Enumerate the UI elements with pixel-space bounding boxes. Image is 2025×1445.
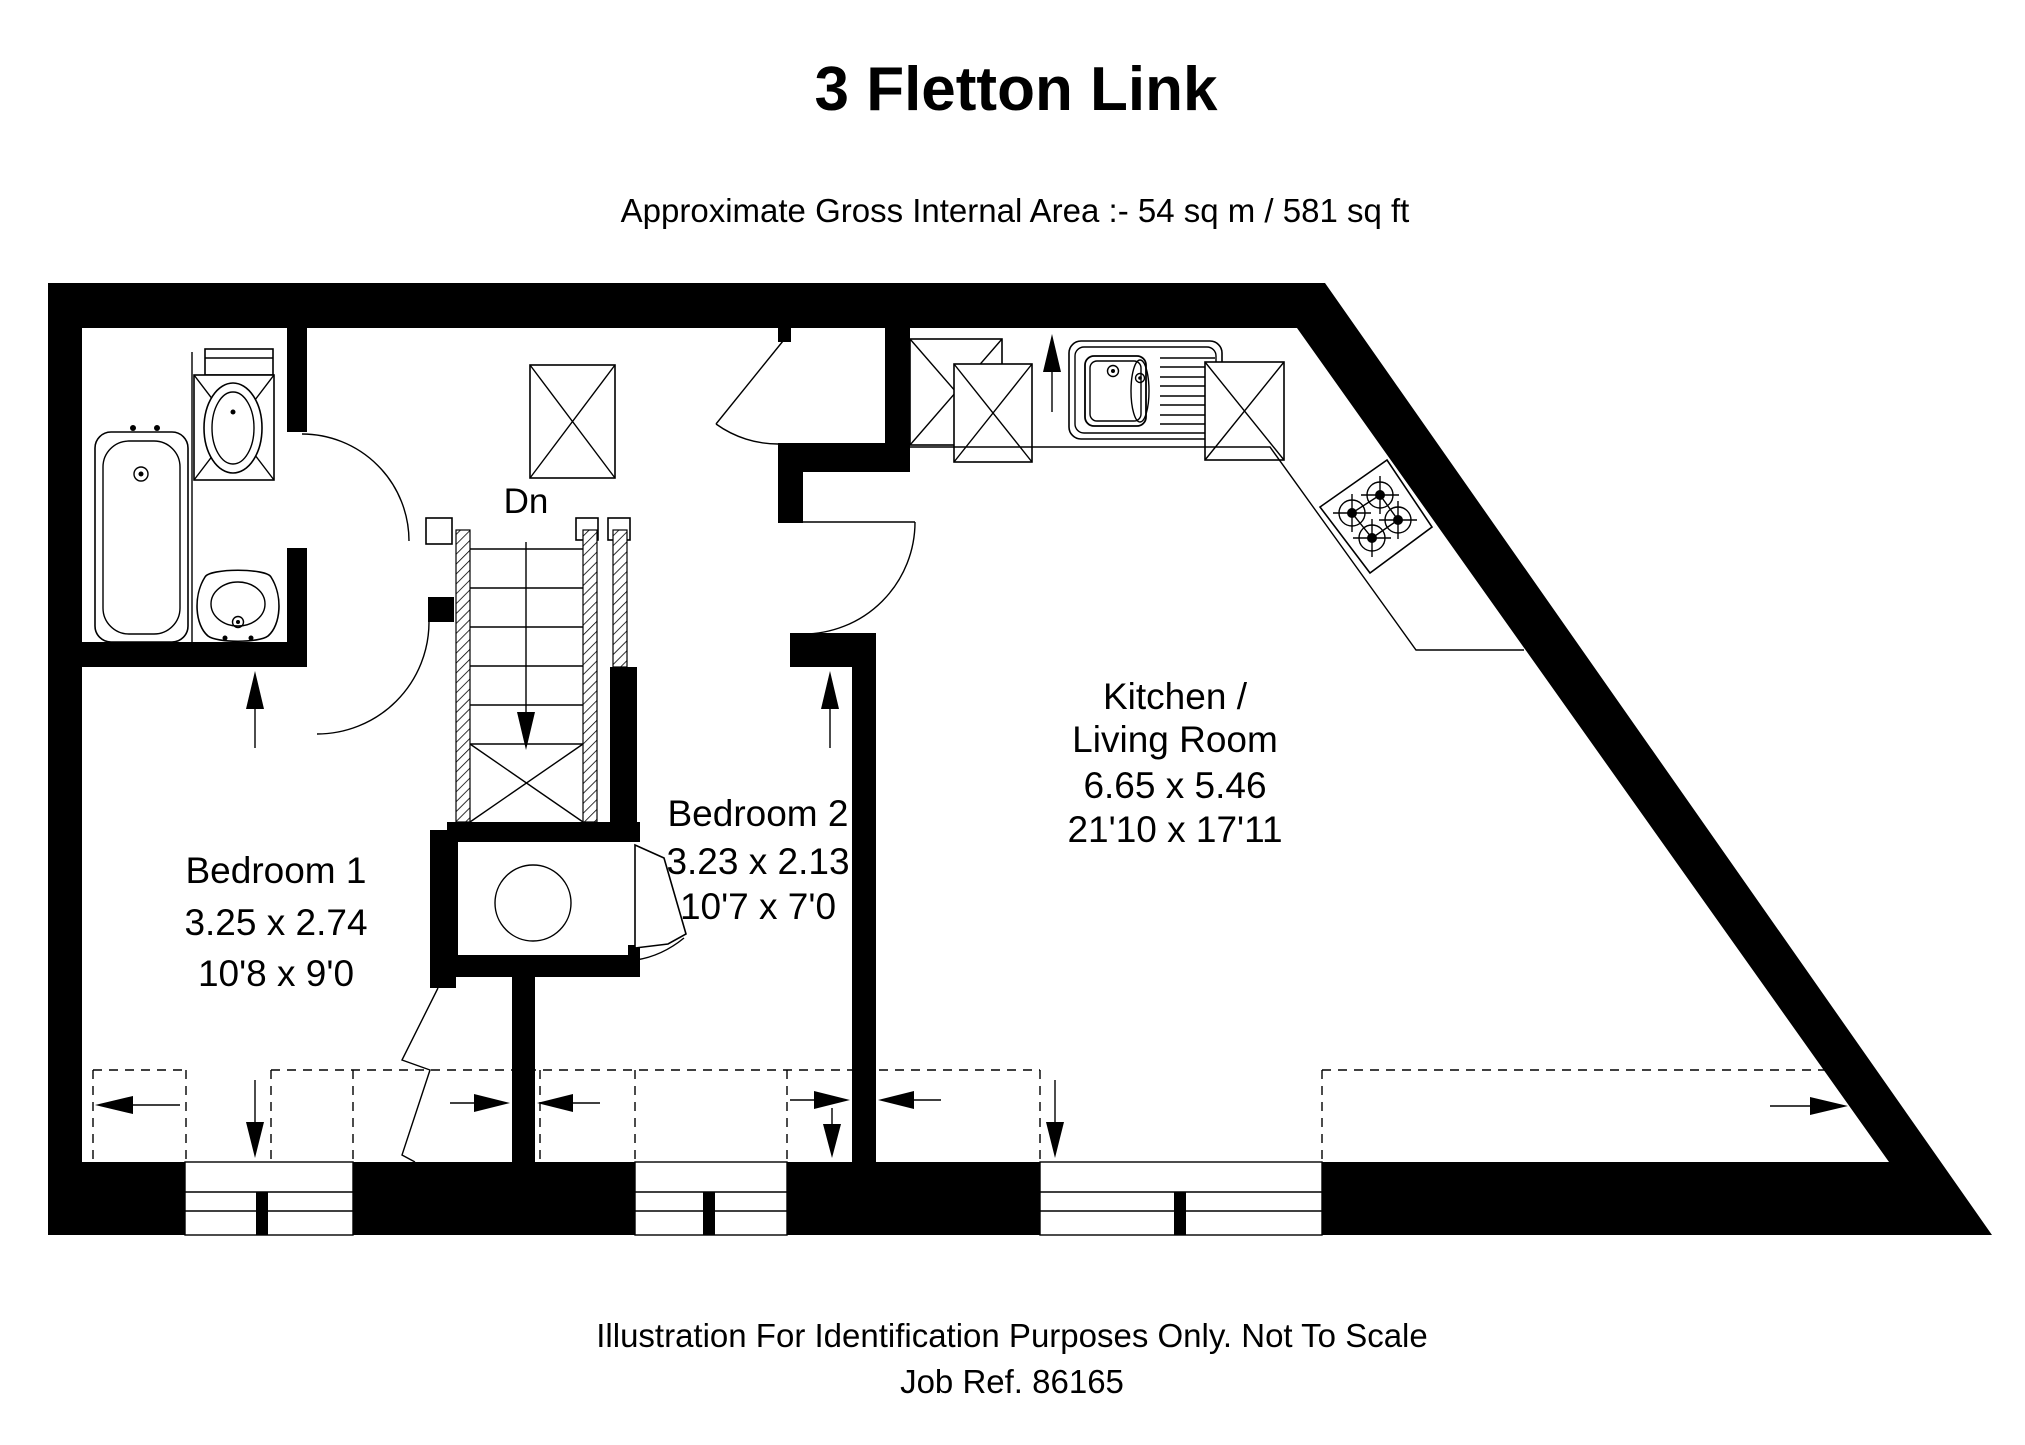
hall-unit-icon [530,365,615,478]
window-bedroom2 [635,1162,787,1235]
cupboard-interior [458,842,628,955]
arrow-down-icon [246,1080,264,1158]
job-ref-text: Job Ref. 86165 [900,1363,1124,1400]
room-name-line2: Living Room [1072,719,1278,760]
arrow-up-icon [1043,334,1061,412]
bedroom1-door-swing-arc [317,622,429,734]
entrance-door [716,341,783,444]
stairs-right-wall [610,667,637,822]
window-bedroom1 [185,1162,353,1235]
room-label-bedroom2 [666,793,849,927]
room-dims-metric: 3.23 x 2.13 [666,841,850,882]
room-dims-imperial: 10'7 x 7'0 [679,886,837,927]
room-dims-metric: 6.65 x 5.46 [1083,765,1267,806]
room-label-bedroom1 [184,850,367,994]
room-dims-metric: 3.25 x 2.74 [184,902,368,943]
room-name: Bedroom 2 [667,793,849,834]
arrow-up-icon [246,671,264,748]
window-kitchen [1040,1162,1322,1235]
disclaimer-text: Illustration For Identification Purposes Only. Not To Scale [596,1317,1428,1354]
bathroom [95,349,409,642]
bedroom2-right-wall [852,633,876,1162]
stairs-label: Dn [503,482,549,521]
arrow-left-icon [537,1094,600,1112]
bedroom1-door-nub [428,597,454,622]
page-title: 3 Fletton Link [814,55,1218,124]
room-name-line1: Kitchen / [1103,676,1247,717]
room-dims-imperial: 21'10 x 17'11 [1067,809,1283,850]
room-name: Bedroom 1 [185,850,367,891]
toilet-icon [197,570,279,641]
lobby-wall-vertical [778,443,803,523]
bathtub-icon [95,425,188,642]
kitchen-sink-icon [1069,341,1222,439]
room-label-kitchen-living [1067,676,1282,850]
page-subtitle: Approximate Gross Internal Area :- 54 sq m / 581 sq ft [620,192,1410,229]
arrow-right-icon [790,1091,850,1109]
bedroom1-zigzag-door [402,988,438,1162]
bathroom-right-wall-upper [287,328,307,432]
room-dims-imperial: 10'8 x 9'0 [197,953,355,994]
arrow-down-icon [1046,1080,1064,1158]
stair-stringer-outer [613,530,627,667]
basin-icon [194,375,274,480]
stair-stringer-left [456,530,470,822]
bathroom-bottom-wall [82,642,307,667]
arrow-right-icon [450,1094,510,1112]
staircase [426,482,630,822]
cupboard [447,822,686,977]
newel-post-left [426,518,452,544]
window-recess-dashed-lines [93,1070,1825,1162]
arrow-left-icon [878,1091,941,1109]
arrow-up-icon [821,671,839,748]
arrow-right-icon [1770,1097,1848,1115]
cistern-icon [205,349,273,375]
kitchen-unit-c-icon [1205,362,1284,460]
bedroom2-door [803,522,915,634]
bathroom-door-swing-arc [302,434,409,541]
arrow-left-icon [95,1096,180,1114]
arrow-down-icon [823,1108,841,1158]
stair-stringer-right [583,530,597,822]
entrance-door-jamb [778,328,791,342]
